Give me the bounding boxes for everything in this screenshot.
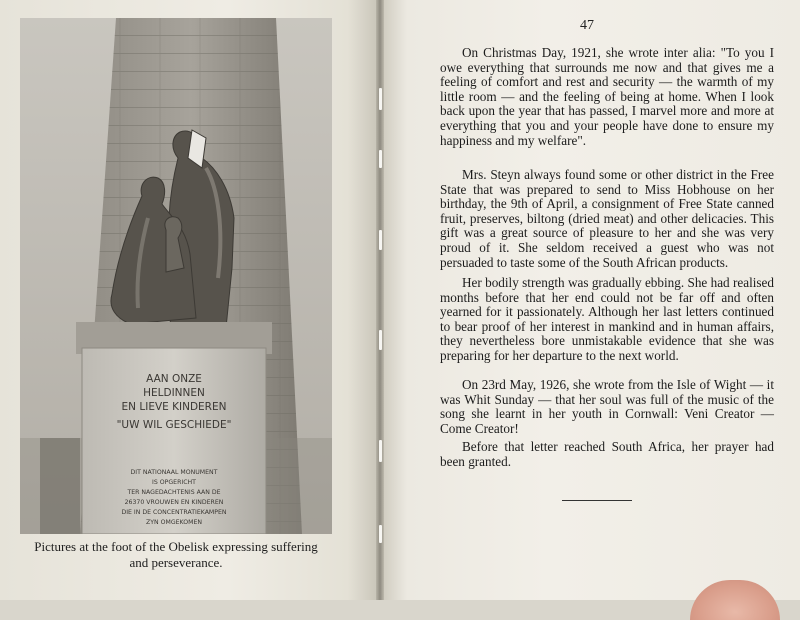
paragraph xyxy=(440,168,774,270)
dedication-line: TER NAGEDACHTENIS AAN DE xyxy=(127,489,221,496)
monument-photo xyxy=(20,18,332,534)
inscription-line: EN LIEVE KINDEREN xyxy=(121,401,227,413)
paragraph-text: Mrs. Steyn always found some or other district in the Free State that was prepared to send to Miss Hobhouse on her birthday, the 9th of April, a consignment of Free State canned fruit, preserves, biltong (dried meat) and other delicacies. This gift was a great source of pleasure to her and she was very proud of it. She seldom received a guest who was not persuaded to taste some of the South African products. xyxy=(440,167,774,270)
page-number: 47 xyxy=(580,18,594,33)
binding-stitch xyxy=(379,525,382,543)
paragraph-text: Her bodily strength was gradually ebbing. She had realised months before that her end could not be far off and often yearned for it passionately. Although her last letters continued to bear proof of her interest in mankind and in human affairs, they nevertheless bore unmistakable evidence that she was preparing for her departure to the next world. xyxy=(440,275,774,363)
inscription-line: HELDINNEN xyxy=(143,387,205,399)
section-rule xyxy=(562,500,632,501)
photo-caption xyxy=(6,539,346,571)
binding-stitch xyxy=(379,230,382,250)
caption-line: Pictures at the foot of the Obelisk expressing suffering xyxy=(34,539,318,554)
dedication-line: DIT NATIONAAL MONUMENT xyxy=(130,469,218,476)
dedication-line: IS OPGERICHT xyxy=(152,479,196,486)
paragraph xyxy=(440,276,774,364)
caption-line: and perseverance. xyxy=(129,555,223,570)
binding-stitch xyxy=(379,150,382,168)
paragraph xyxy=(440,378,774,436)
paragraph-text: On Christmas Day, 1921, she wrote inter alia: "To you I owe everything that surrounds me now and that gives me a feeling of comfort and rest and security — the warmth of my little room — and the feeling of being at home. When I look back upon the year that has passed, I marvel more and more at everything that you and your people have done to ensure my happiness and my welfare". xyxy=(440,45,774,148)
binding-stitch xyxy=(379,440,382,462)
paragraph-text: Before that letter reached South Africa, her prayer had been granted. xyxy=(440,439,774,469)
paragraph xyxy=(440,440,774,469)
binding-stitch xyxy=(379,330,382,350)
dedication-line: 26370 VROUWEN EN KINDEREN xyxy=(124,499,224,506)
dedication-line: DIE IN DE CONCENTRATIEKAMPEN xyxy=(121,509,227,516)
paragraph xyxy=(440,46,774,148)
paragraph-text: On 23rd May, 1926, she wrote from the Isle of Wight — it was Whit Sunday — that her soul was full of the music of the song she learnt in her youth in Cornwall: Veni Creator — Come Creator! xyxy=(440,377,774,436)
inscription-line: "UW WIL GESCHIEDE" xyxy=(116,419,232,431)
inscription-line: AAN ONZE xyxy=(146,373,202,385)
dedication-line: ZYN OMGEKOMEN xyxy=(146,519,202,526)
binding-stitch xyxy=(379,88,382,110)
